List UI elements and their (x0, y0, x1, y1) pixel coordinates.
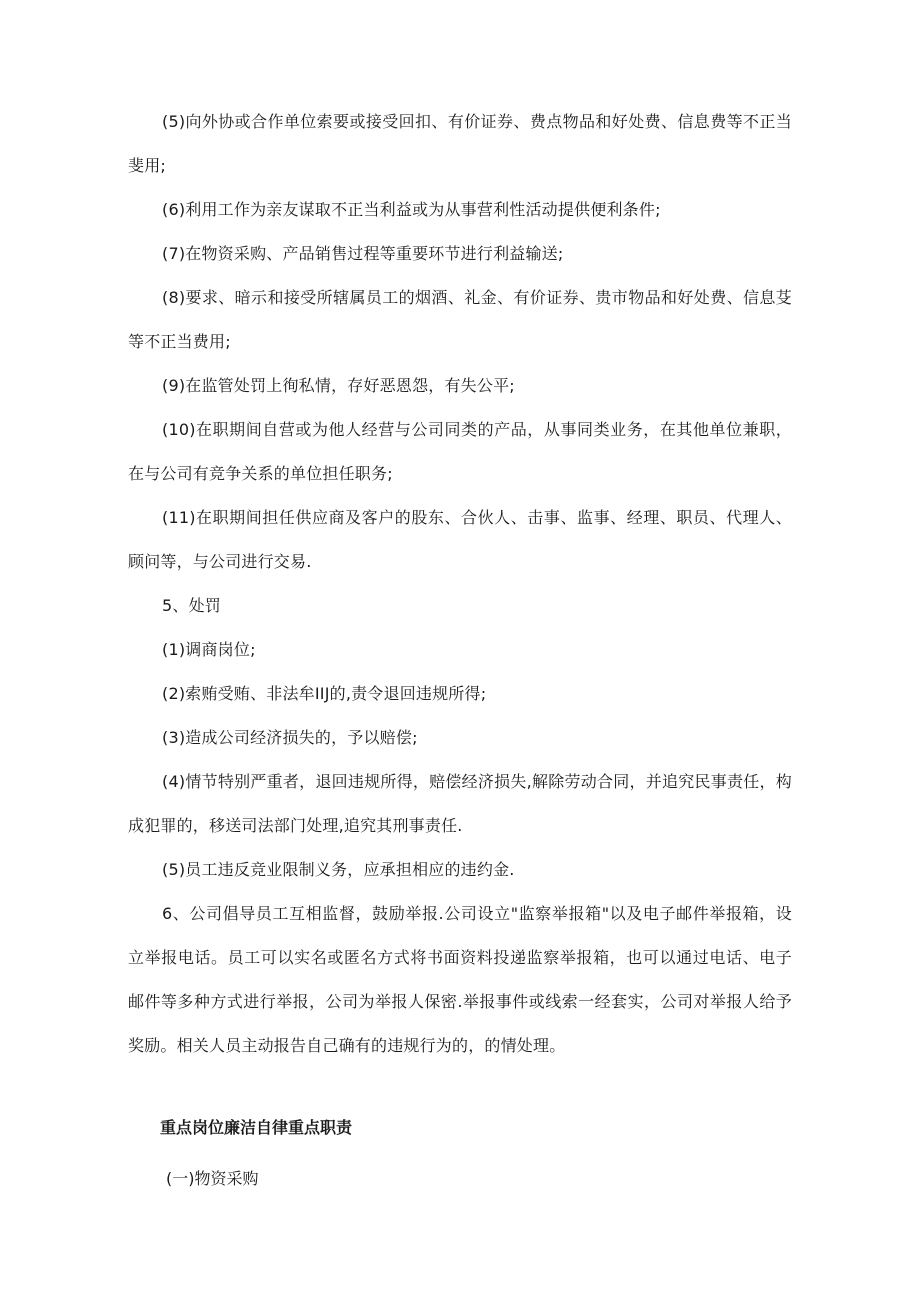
paragraph-5-kickback: (5)向外协或合作单位索要或接受回扣、有价证券、费点物品和好处费、信息费等不正当斐用; (128, 112, 792, 175)
subsection-title: (一)物资采购 (166, 1169, 259, 1188)
paragraph-11-supplier-roles: (11)在职期间担任供应商及客户的股东、合伙人、击事、监事、经理、职员、代理人、顾问等，与公司进行交易. (128, 508, 792, 571)
section-6-reporting: 6、公司倡导员工互相监督，鼓励举报.公司设立"监察举报箱"以及电子邮件举报箱，设立举报电话。员工可以实名或匿名方式将书面资料投递监察举报箱，也可以通过电话、电子邮件等多种方式进行举报，公司为举报人保密.举报事件或线索一经套实，公司对举报人给予奖励。相关人员主动报告自己确有的违规行为的，的情处理。 (128, 904, 792, 1055)
penalty-4: (4)情节特别严重者，退回违规所得，赔偿经济损失,解除劳动合同，并追究民事责任，构成犯罪的，移送司法部门处理,追究其刑事责任. (128, 772, 792, 835)
penalty-5: (5)员工违反竞业限制义务，应承担相应的违约金. (162, 860, 515, 879)
section-5-penalties: 5、处罚 (162, 596, 221, 615)
penalty-2: (2)索贿受贿、非法牟IIJ的,责令退回违规所得; (162, 684, 487, 703)
paragraph-9-favoritism: (9)在监管处罚上徇私情，存好恶恩怨，有失公平; (162, 376, 515, 395)
paragraph-8-subordinates: (8)要求、暗示和接受所辖属员工的烟酒、礼金、有价证券、贵市物品和好处费、信息芟等不正当费用; (128, 288, 792, 351)
section-heading: 重点岗位廉洁自律重点职责 (160, 1118, 353, 1137)
paragraph-10-competing-business: (10)在职期间自营或为他人经营与公司同类的产品，从事同类业务，在其他单位兼职，在与公司有竞争关系的单位担任职务; (128, 420, 792, 483)
penalty-3: (3)造成公司经济损失的，予以赔偿; (162, 728, 418, 747)
paragraph-7-procurement: (7)在物资采购、产品销售过程等重要环节进行利益输送; (162, 244, 564, 263)
paragraph-6-relatives: (6)利用工作为亲友谋取不正当利益或为从事营利性活动提供便利条件; (162, 200, 661, 219)
penalty-1: (1)调商岗位; (162, 640, 256, 659)
